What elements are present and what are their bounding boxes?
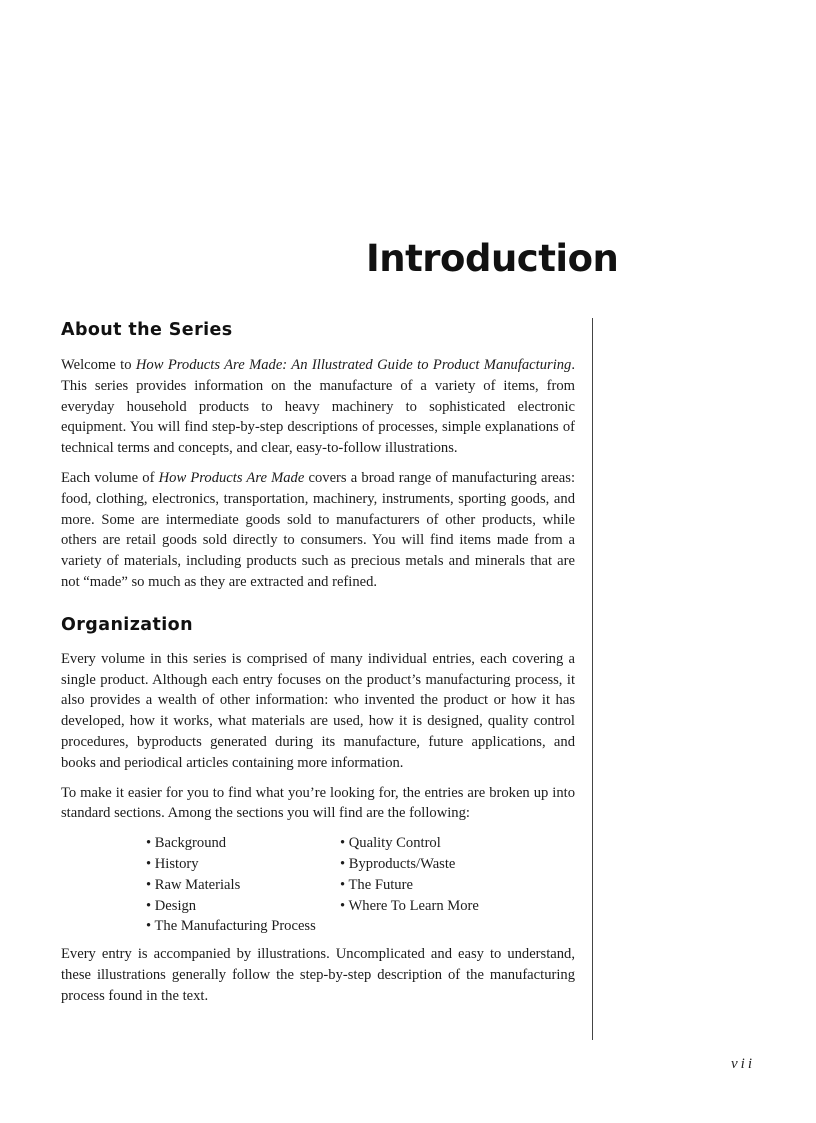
organization-paragraph-3: Every entry is accompanied by illustrations. Uncomplicated and easy to understand, these illustrations generally follow the step-by-step description of the manufacturing process found in the text. [61,946,575,1004]
about-paragraph-1 [61,355,575,459]
list-item: • The Future [340,876,413,893]
margin-rule [592,318,593,1040]
section-list-column-1 [146,833,340,937]
page-title: Introduction [366,237,619,280]
about-p2-rest: covers a broad range of manufacturing areas: food, clothing, electronics, transportation, machinery, instruments, sporting goods, and more. Some are intermediate goods sold to manufacturers of other products, while others are retail goods sold directly to consumers. You will find items made from a variety of materials, including products such as precious metals and minerals that are not “made” so much as they are extracted and refined. [61,469,575,590]
list-item: • Background [146,835,227,852]
series-title: How Products Are Made: An Illustrated Guide to Product Manufacturing [135,357,572,373]
organization-paragraph-1: Every volume in this series is comprised of many individual entries, each covering a single product. Although each entry focuses on the product’s manufacturing process, it also provides a wealth of other information: who invented the product or how it has developed, how it works, what materials are used, how it is designed, quality control procedures, byproducts generated during its manufacture, future applications, and books and periodical articles containing more information. [61,650,575,771]
list-item: • History [146,855,199,872]
list-item: • Byproducts/Waste [340,855,456,872]
page-number: vii [731,1056,755,1072]
main-content [61,318,575,1016]
list-item: • The Manufacturing Process [146,918,316,935]
series-title-short: How Products Are Made [158,469,305,486]
section-heading-about: About the Series [61,320,233,340]
about-p1-rest: . This series provides information on the manufacture of a variety of items, from everyday household products to heavy machinery to sophisticated electronic equipment. You will find step-by-step descriptions of processes, simple explanations of technical terms and concepts, and clear, easy-to-follow illustrations. [61,357,575,457]
about-paragraph-2 [61,468,575,593]
section-list-column-2 [340,833,479,937]
organization-paragraph-2: To make it easier for you to find what you’re looking for, the entries are broken up into standard sections. Among the sections you will find are the following: [61,784,575,822]
about-p1-welcome: Welcome to [61,357,136,373]
list-item: • Quality Control [340,835,441,852]
section-heading-organization: Organization [61,614,193,635]
about-p2-lead: Each volume of [61,469,159,486]
section-list [146,833,575,937]
list-item: • Where To Learn More [340,897,479,914]
list-item: • Raw Materials [146,876,241,893]
list-item: • Design [146,897,197,914]
